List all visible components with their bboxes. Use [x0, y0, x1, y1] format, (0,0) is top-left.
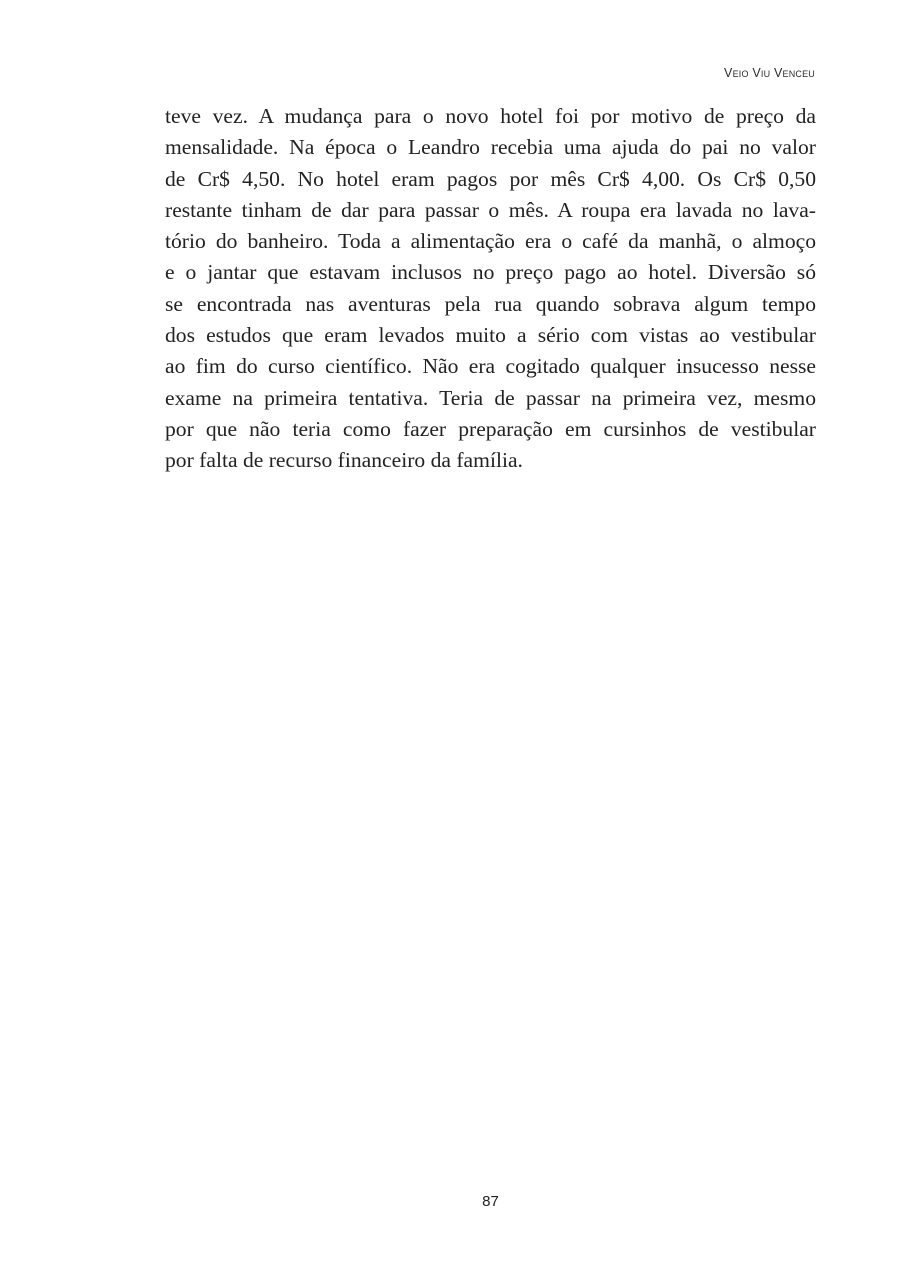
body-paragraph [165, 101, 816, 477]
text-line: ao fim do curso científico. Não era cogitado qualquer insucesso nesse [165, 354, 816, 379]
text-line: se encontrada nas aventuras pela rua quando sobrava algum tempo [165, 291, 816, 316]
text-line: por que não teria como fazer preparação em cursinhos de vestibular [165, 416, 816, 441]
text-line: teve vez. A mudança para o novo hotel foi por motivo de preço da [165, 104, 816, 128]
text-line: exame na primeira tentativa. Teria de passar na primeira vez, mesmo [165, 385, 816, 410]
text-line: e o jantar que estavam inclusos no preço pago ao hotel. Diversão só [165, 260, 816, 285]
running-head: Veio Viu Venceu [724, 66, 815, 80]
text-line: restante tinham de dar para passar o mês. A roupa era lavada no lava- [165, 197, 816, 222]
text-line: tório do banheiro. Toda a alimentação era o café da manhã, o almoço [165, 229, 816, 254]
text-line: dos estudos que eram levados muito a sério com vistas ao vestibular [165, 323, 816, 348]
text-line: mensalidade. Na época o Leandro recebia uma ajuda do pai no valor [165, 135, 816, 160]
page-number: 87 [482, 1193, 499, 1210]
text-line: de Cr$ 4,50. No hotel eram pagos por mês Cr$ 4,00. Os Cr$ 0,50 [165, 166, 816, 191]
text-line: por falta de recurso financeiro da família. [165, 448, 523, 473]
